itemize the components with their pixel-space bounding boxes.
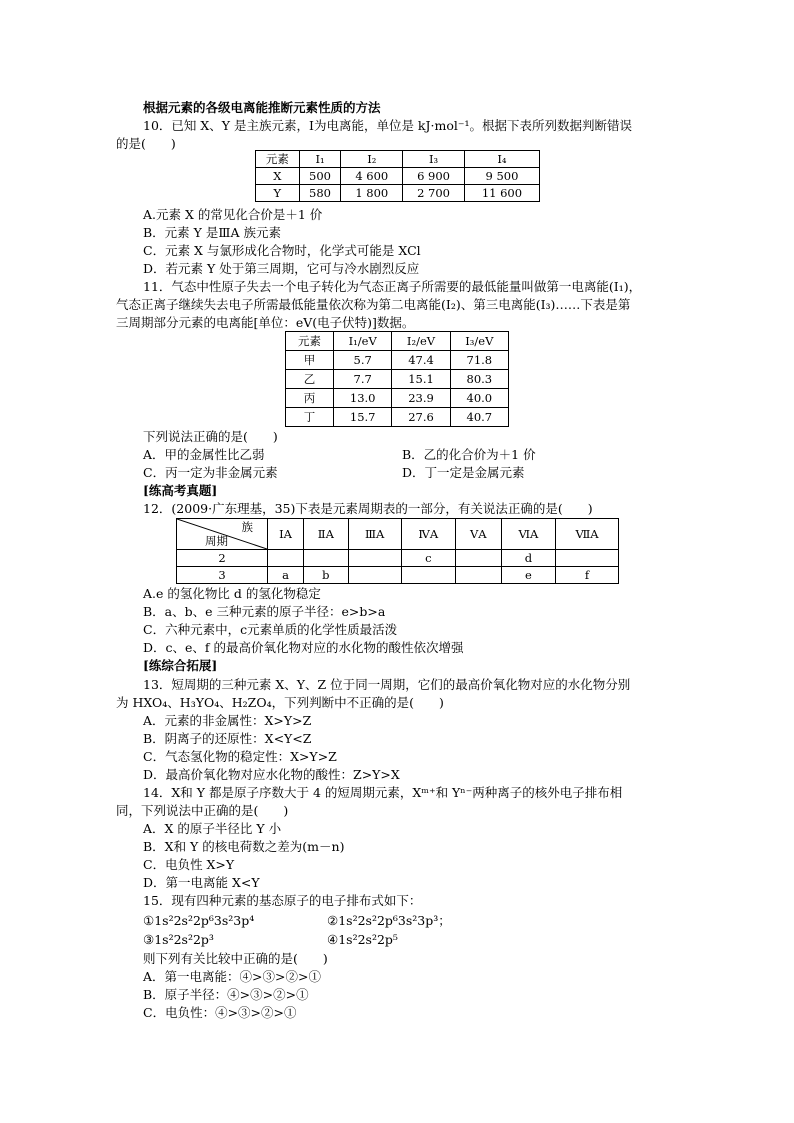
table-cell: 580 <box>299 185 341 202</box>
table-row <box>177 550 619 567</box>
corner-label-period: 周期 <box>205 534 228 548</box>
table-cell: 丙 <box>286 389 334 408</box>
q13-option-a: A．元素的非金属性：X>Y>Z <box>143 713 312 728</box>
q10-option-a: A.元素 X 的常见化合价是＋1 价 <box>143 207 323 222</box>
q13-stem-line-2: 为 HXO₄、H₃YO₄、H₂ZO₄，下列判断中不正确的是( ) <box>116 695 444 710</box>
table-cell: 15.1 <box>392 370 450 389</box>
table-cell: 500 <box>299 168 341 185</box>
table-corner-cell <box>177 519 268 550</box>
q15-option-b: B．原子半径：④>③>②>① <box>143 987 309 1002</box>
q15-option-c: C．电负性：④>③>②>① <box>143 1005 297 1020</box>
table-cell: b <box>304 567 349 584</box>
q14-stem-line-1: 14．X和 Y 都是原子序数大于 4 的短周期元素，Xᵐ⁺和 Yⁿ⁻两种离子的核外电子排布相 <box>143 785 623 800</box>
section-heading: 根据元素的各级电离能推断元素性质的方法 <box>143 100 381 115</box>
q11-stem-line-3: 三周期部分元素的电离能[单位：eV(电子伏特)]数据。 <box>116 315 415 330</box>
q15-stem: 15．现有四种元素的基态原子的电子排布式如下： <box>143 893 422 908</box>
q15-config-4: ④1s²2s²2p⁵ <box>327 932 398 947</box>
table-cell <box>556 550 619 567</box>
q14-stem-line-2: 同，下列说法中正确的是( ) <box>116 803 289 818</box>
table-row <box>256 185 540 202</box>
table-cell: 6 900 <box>403 168 465 185</box>
table-cell <box>455 567 501 584</box>
q12-option-c: C．六种元素中，c元素单质的化学性质最活泼 <box>143 622 398 637</box>
table-cell <box>348 567 401 584</box>
table-row <box>286 370 509 389</box>
q15-config-2: ②1s²2s²2p⁶3s²3p³； <box>327 913 451 928</box>
q10-ionization-table <box>255 150 540 202</box>
q15-config-3: ③1s²2s²2p³ <box>143 932 214 947</box>
group-header: ⅠA <box>268 519 304 550</box>
table-cell: 47.4 <box>392 351 450 370</box>
q12-stem: 12．(2009·广东理基，35)下表是元素周期表的一部分，有关说法正确的是( ) <box>143 501 593 516</box>
table-cell: 5.7 <box>334 351 392 370</box>
heading-zonghe: [练综合拓展] <box>143 658 218 673</box>
table-cell: 9 500 <box>464 168 539 185</box>
table-cell: 80.3 <box>450 370 508 389</box>
corner-label-group: 族 <box>241 520 253 534</box>
q11-option-a: A．甲的金属性比乙弱 <box>143 447 265 462</box>
table-cell: X <box>256 168 300 185</box>
table-cell <box>268 550 304 567</box>
q14-option-a: A．X 的原子半径比 Y 小 <box>143 821 282 836</box>
table-cell: 丁 <box>286 408 334 427</box>
table-row <box>286 351 509 370</box>
table-row <box>177 567 619 584</box>
q10-option-b: B．元素 Y 是ⅢA 族元素 <box>143 225 281 240</box>
q15-question: 则下列有关比较中正确的是( ) <box>143 951 328 966</box>
table-cell: 71.8 <box>450 351 508 370</box>
table-header-cell: 元素 <box>256 151 300 168</box>
table-cell: 11 600 <box>464 185 539 202</box>
group-header: ⅦA <box>556 519 619 550</box>
q14-option-b: B．X和 Y 的核电荷数之差为(m－n) <box>143 839 345 854</box>
q13-stem-line-1: 13．短周期的三种元素 X、Y、Z 位于同一周期，它们的最高价氧化物对应的水化物分别 <box>143 677 631 692</box>
table-header-cell: I₁/eV <box>334 332 392 351</box>
q15-option-a: A．第一电离能：④>③>②>① <box>143 969 321 984</box>
table-cell: Y <box>256 185 300 202</box>
q11-option-c: C．丙一定为非金属元素 <box>143 465 278 480</box>
table-cell: e <box>501 567 555 584</box>
table-cell: 40.0 <box>450 389 508 408</box>
table-header-cell: I₂/eV <box>392 332 450 351</box>
q15-config-1: ①1s²2s²2p⁶3s²3p⁴ <box>143 913 255 928</box>
q11-question: 下列说法正确的是( ) <box>143 429 278 444</box>
table-header-cell: I₂ <box>341 151 403 168</box>
group-header: ⅣA <box>401 519 455 550</box>
table-cell: f <box>556 567 619 584</box>
q11-stem-line-1: 11．气态中性原子失去一个电子转化为气态正离子所需要的最低能量叫做第一电离能(I₁)， <box>143 279 642 294</box>
table-cell: 7.7 <box>334 370 392 389</box>
q11-ionization-table <box>285 331 509 427</box>
q13-option-b: B．阴离子的还原性：X<Y<Z <box>143 731 312 746</box>
table-cell: d <box>501 550 555 567</box>
table-cell: 2 700 <box>403 185 465 202</box>
table-cell: 40.7 <box>450 408 508 427</box>
table-header-cell: I₁ <box>299 151 341 168</box>
table-row <box>286 389 509 408</box>
q12-periodic-table <box>176 518 619 584</box>
table-cell <box>455 550 501 567</box>
table-header-cell: I₄ <box>464 151 539 168</box>
table-cell: 乙 <box>286 370 334 389</box>
q12-option-b: B．a、b、e 三种元素的原子半径：e>b>a <box>143 604 386 619</box>
q11-option-d: D．丁一定是金属元素 <box>402 465 525 480</box>
table-header-row <box>286 332 509 351</box>
table-row <box>286 408 509 427</box>
table-row <box>256 168 540 185</box>
period-cell: 2 <box>177 550 268 567</box>
q10-option-c: C．元素 X 与氯形成化合物时，化学式可能是 XCl <box>143 243 421 258</box>
table-cell: a <box>268 567 304 584</box>
table-cell: 15.7 <box>334 408 392 427</box>
table-cell: 23.9 <box>392 389 450 408</box>
q12-option-a: A.e 的氢化物比 d 的氢化物稳定 <box>143 586 321 601</box>
table-cell: 1 800 <box>341 185 403 202</box>
table-cell: 13.0 <box>334 389 392 408</box>
table-header-row <box>256 151 540 168</box>
q10-option-d: D．若元素 Y 处于第三周期，它可与冷水剧烈反应 <box>143 261 420 276</box>
table-cell: 27.6 <box>392 408 450 427</box>
table-header-cell: 元素 <box>286 332 334 351</box>
table-header-cell: I₃/eV <box>450 332 508 351</box>
group-header: ⅤA <box>455 519 501 550</box>
q11-option-b: B．乙的化合价为＋1 价 <box>402 447 536 462</box>
group-header: ⅥA <box>501 519 555 550</box>
table-cell <box>401 567 455 584</box>
q13-option-d: D．最高价氧化物对应水化物的酸性：Z>Y>X <box>143 767 400 782</box>
q10-stem-line-1: 10．已知 X、Y 是主族元素，I为电离能，单位是 kJ·mol⁻¹。根据下表所列数据判断错误 <box>143 118 632 133</box>
table-cell: 甲 <box>286 351 334 370</box>
table-cell <box>304 550 349 567</box>
q13-option-c: C．气态氢化物的稳定性：X>Y>Z <box>143 749 337 764</box>
q14-option-d: D．第一电离能 X<Y <box>143 875 260 890</box>
table-header-cell: I₃ <box>403 151 465 168</box>
q10-stem-line-2: 的是( ) <box>116 136 176 151</box>
table-header-row <box>177 519 619 550</box>
q12-option-d: D．c、e、f 的最高价氧化物对应的水化物的酸性依次增强 <box>143 640 464 655</box>
q14-option-c: C．电负性 X>Y <box>143 857 235 872</box>
group-header: ⅢA <box>348 519 401 550</box>
group-header: ⅡA <box>304 519 349 550</box>
heading-gaokao: [练高考真题] <box>143 483 218 498</box>
period-cell: 3 <box>177 567 268 584</box>
q11-stem-line-2: 气态正离子继续失去电子所需最低能量依次称为第二电离能(I₂)、第三电离能(I₃)……下表是第 <box>116 297 631 312</box>
table-cell <box>348 550 401 567</box>
table-cell: c <box>401 550 455 567</box>
table-cell: 4 600 <box>341 168 403 185</box>
